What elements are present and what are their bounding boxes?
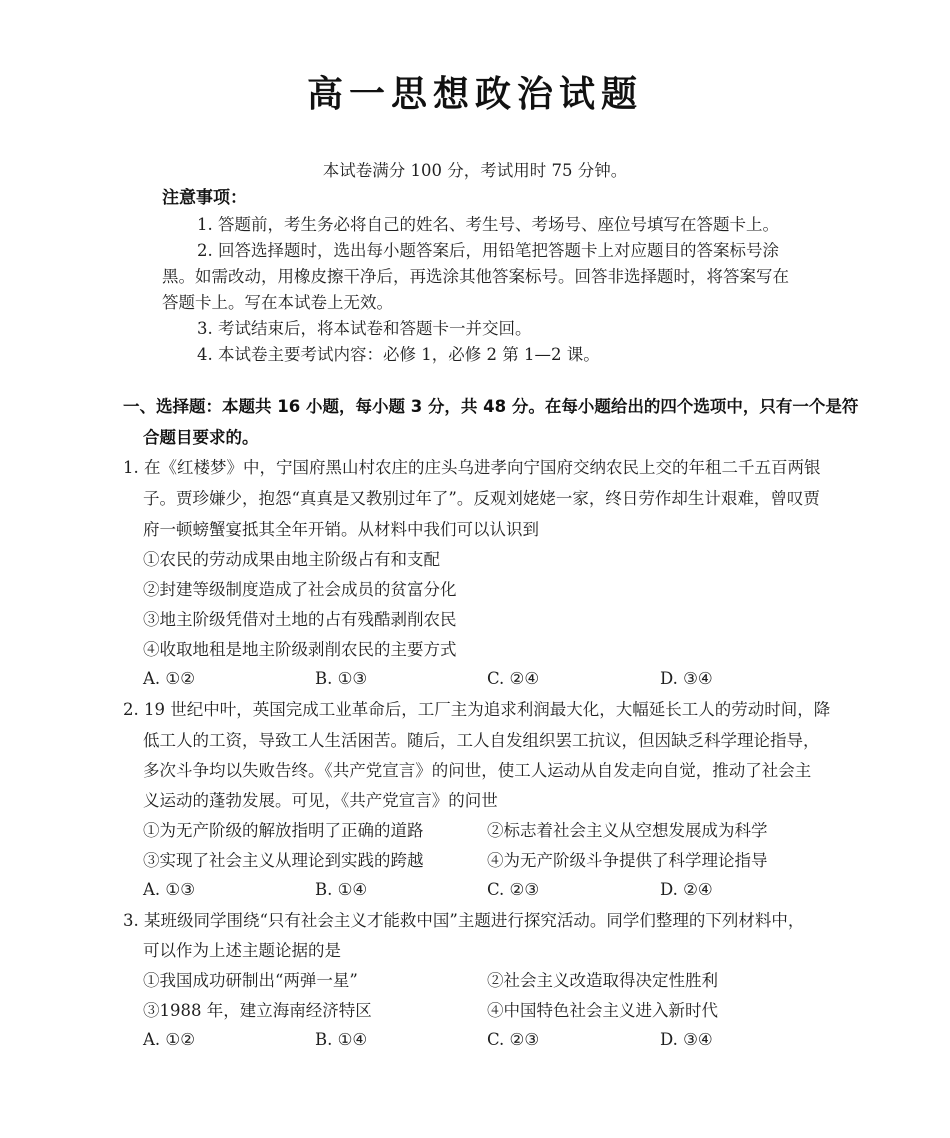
option-d: D. ③④ xyxy=(660,1030,713,1049)
statement: ④收取地租是地主阶级剥削农民的主要方式 xyxy=(143,640,457,659)
statement: ②封建等级制度造成了社会成员的贫富分化 xyxy=(143,580,457,599)
option-a: A. ①② xyxy=(143,669,195,688)
notice-line: 2. 回答选择题时，选出每小题答案后，用铅笔把答题卡上对应题目的答案标号涂 xyxy=(197,241,779,260)
section-heading-cont: 合题目要求的。 xyxy=(143,428,259,447)
statement: ③地主阶级凭借对土地的占有残酷剥削农民 xyxy=(143,610,457,629)
notice-line: 答题卡上。写在本试卷上无效。 xyxy=(162,293,393,312)
statement: ①为无产阶级的解放指明了正确的道路 xyxy=(143,821,424,840)
statement: ②社会主义改造取得决定性胜利 xyxy=(487,971,718,990)
option-b: B. ①③ xyxy=(315,669,368,688)
notice-line: 黑。如需改动，用橡皮擦干净后，再选涂其他答案标号。回答非选择题时，将答案写在 xyxy=(162,267,789,286)
statement: ①农民的劳动成果由地主阶级占有和支配 xyxy=(143,550,440,569)
statement: ④为无产阶级斗争提供了科学理论指导 xyxy=(487,851,768,870)
question-stem: 府一顿螃蟹宴抵其全年开销。从材料中我们可以认识到 xyxy=(143,520,539,539)
statement: ④中国特色社会主义进入新时代 xyxy=(487,1001,718,1020)
option-c: C. ②③ xyxy=(487,1030,540,1049)
notice-line: 4. 本试卷主要考试内容：必修 1，必修 2 第 1—2 课。 xyxy=(197,345,600,364)
notice-line: 1. 答题前，考生务必将自己的姓名、考生号、考场号、座位号填写在答题卡上。 xyxy=(197,215,779,234)
notice-line: 3. 考试结束后，将本试卷和答题卡一并交回。 xyxy=(197,319,532,338)
option-d: D. ③④ xyxy=(660,669,713,688)
statement: ③实现了社会主义从理论到实践的跨越 xyxy=(143,851,424,870)
statement: ②标志着社会主义从空想发展成为科学 xyxy=(487,821,768,840)
question-stem: 可以作为上述主题论据的是 xyxy=(143,941,341,960)
question-stem: 义运动的蓬勃发展。可见，《共产党宣言》的问世 xyxy=(143,791,498,810)
question-stem: 1. 在《红楼梦》中，宁国府黑山村农庄的庄头乌进孝向宁国府交纳农民上交的年租二千五百两银 xyxy=(123,458,821,477)
question-stem: 子。贾珍嫌少，抱怨“真真是又教别过年了”。反观刘姥姥一家，终日劳作却生计艰难，曾叹贾 xyxy=(143,489,820,508)
question-stem: 低工人的工资，导致工人生活困苦。随后，工人自发组织罢工抗议，但因缺乏科学理论指导， xyxy=(143,731,820,750)
option-a: A. ①③ xyxy=(143,880,195,899)
section-heading: 一、选择题：本题共 16 小题，每小题 3 分，共 48 分。在每小题给出的四个选项中，只有一个是符 xyxy=(123,397,859,416)
notice-heading: 注意事项： xyxy=(162,188,247,208)
question-stem: 3. 某班级同学围绕“只有社会主义才能救中国”主题进行探究活动。同学们整理的下列材料中， xyxy=(123,911,805,930)
option-b: B. ①④ xyxy=(315,1030,368,1049)
question-stem: 2. 19 世纪中叶，英国完成工业革命后，工厂主为追求利润最大化，大幅延长工人的劳动时间，降 xyxy=(123,700,831,719)
question-stem: 多次斗争均以失败告终。《共产党宣言》的问世，使工人运动从自发走向自觉，推动了社会主 xyxy=(143,761,812,780)
option-c: C. ②③ xyxy=(487,880,540,899)
option-d: D. ②④ xyxy=(660,880,713,899)
statement: ①我国成功研制出“两弹一星” xyxy=(143,971,358,990)
option-a: A. ①② xyxy=(143,1030,195,1049)
option-b: B. ①④ xyxy=(315,880,368,899)
exam-info: 本试卷满分 100 分，考试用时 75 分钟。 xyxy=(322,161,628,180)
option-c: C. ②④ xyxy=(487,669,540,688)
page-title: 高一思想政治试题 xyxy=(306,74,643,115)
statement: ③1988 年，建立海南经济特区 xyxy=(143,1001,372,1020)
